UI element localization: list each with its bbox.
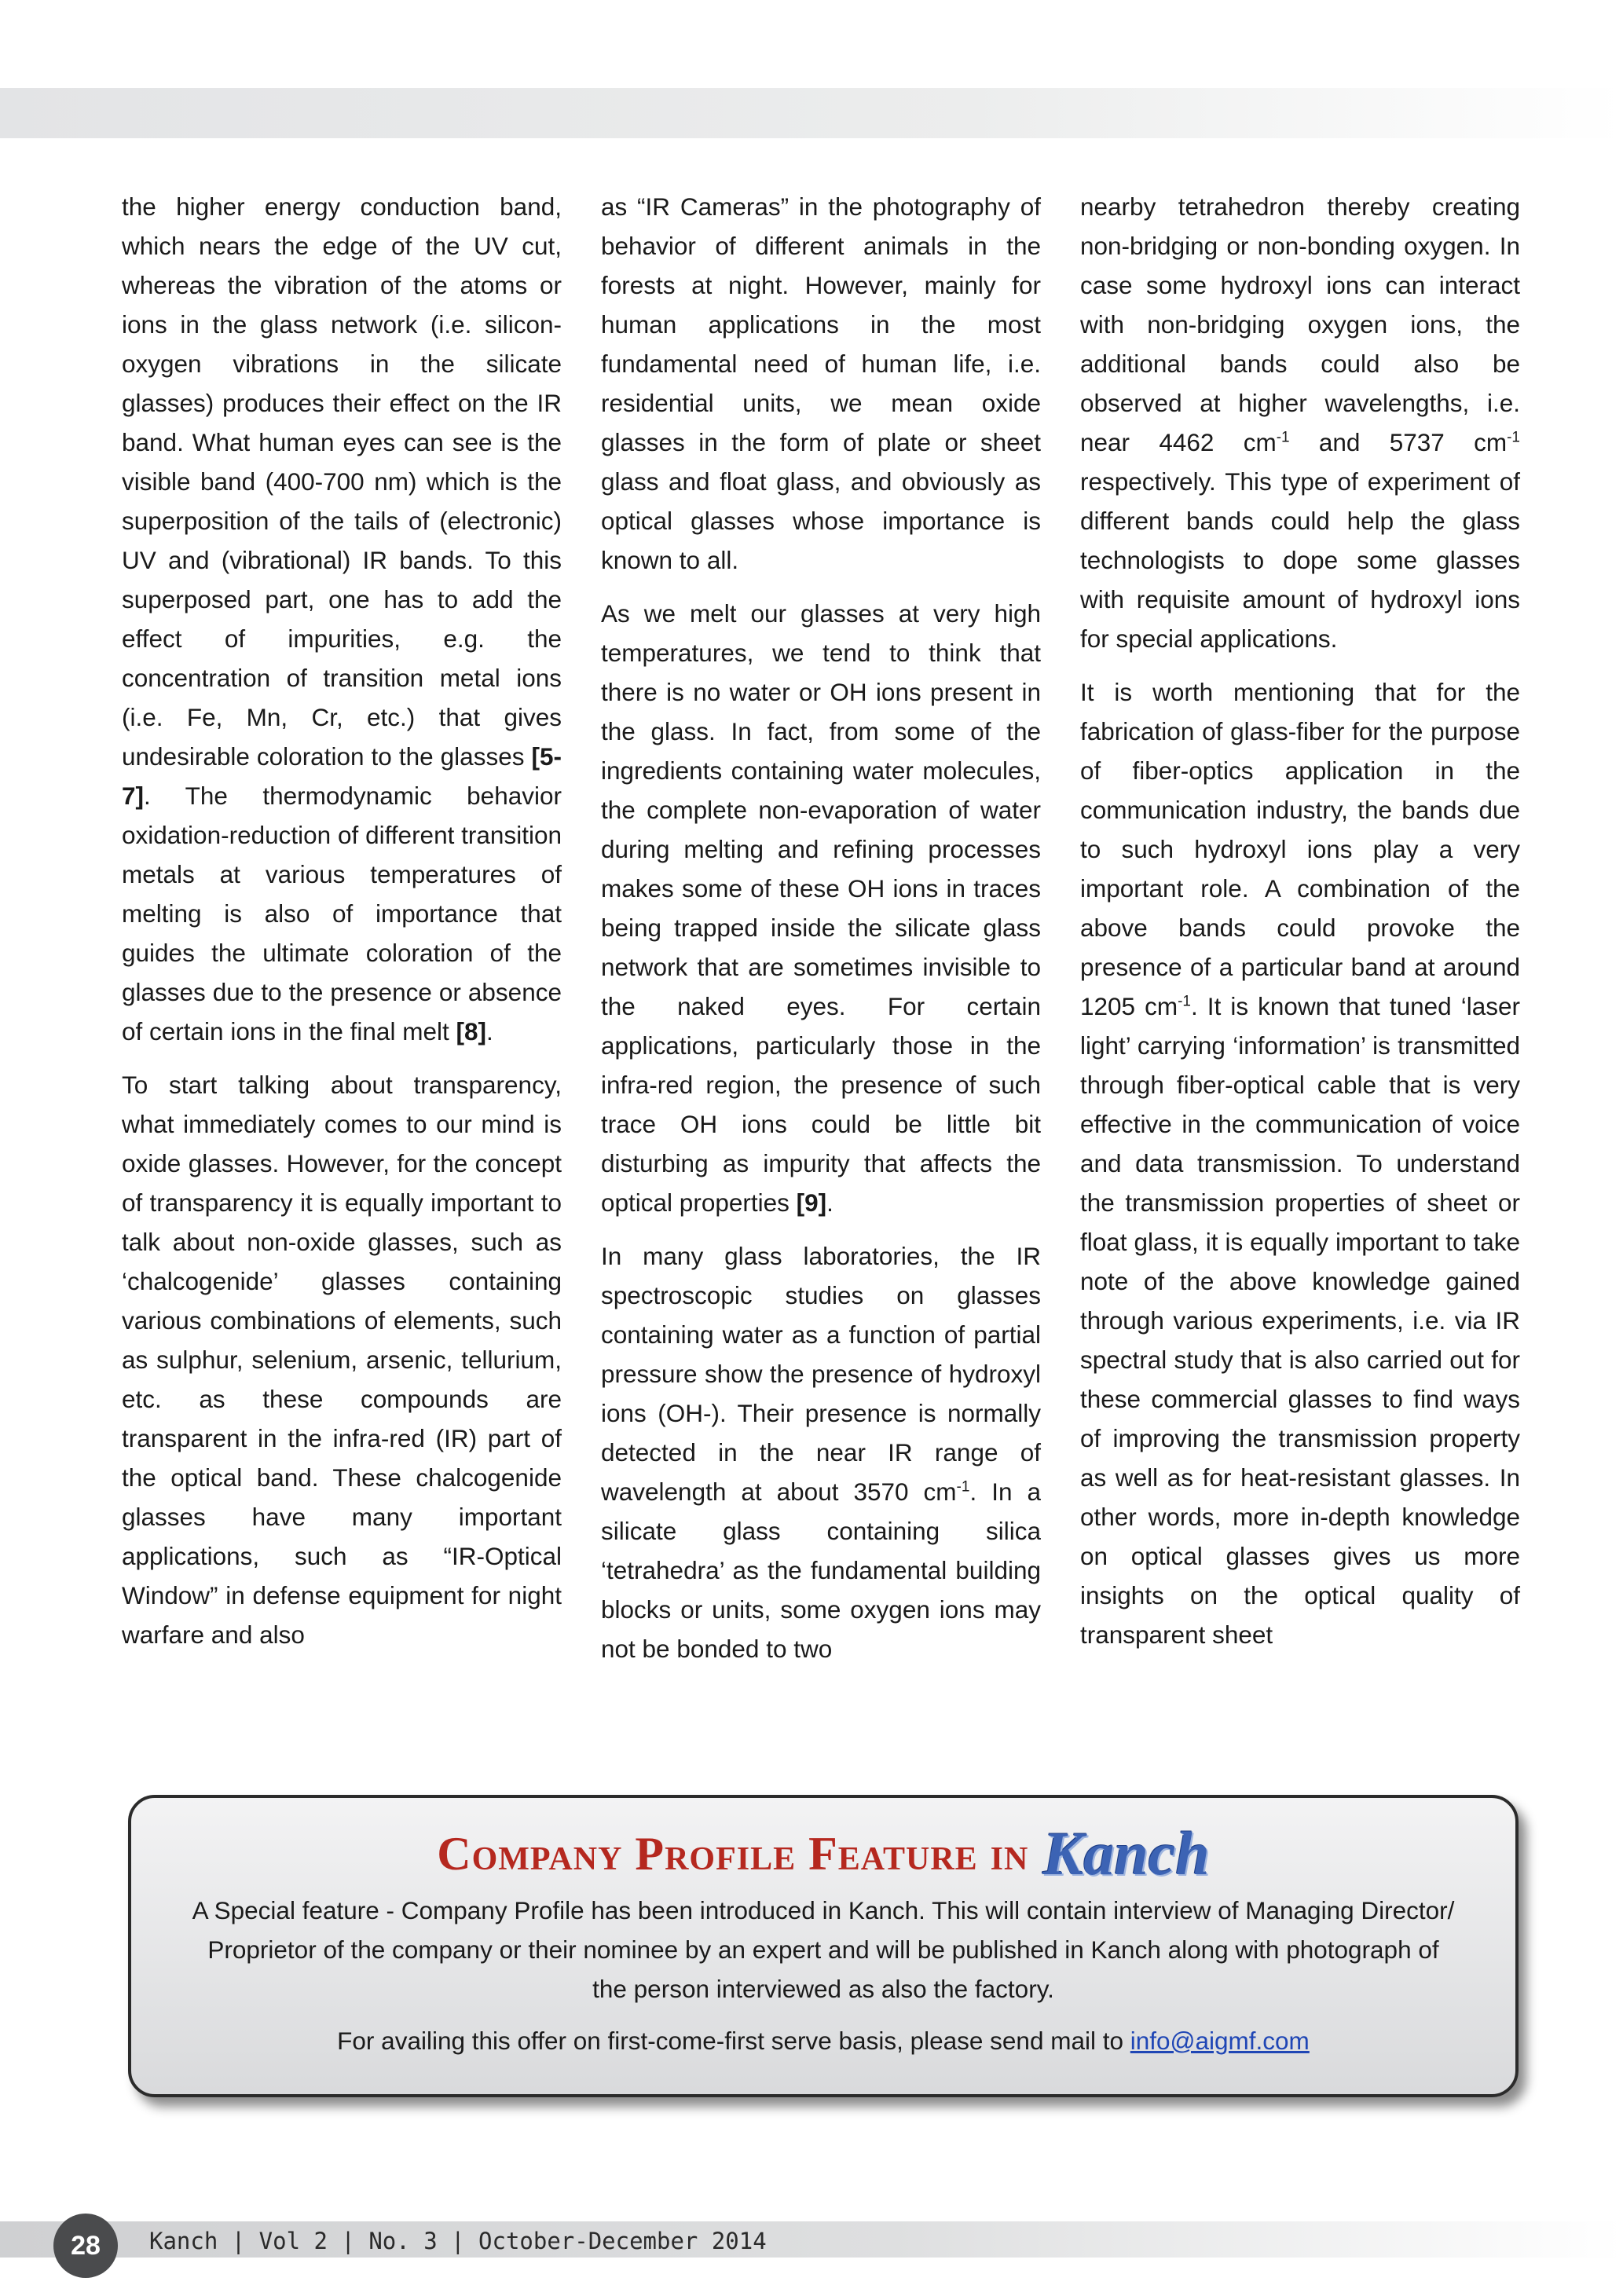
superscript: -1: [1507, 429, 1520, 446]
kanch-logo: Kanch: [1042, 1819, 1210, 1888]
superscript: -1: [1178, 993, 1192, 1010]
citation: [9]: [796, 1188, 827, 1217]
promo-offer: [131, 2021, 1515, 2060]
paragraph: the higher energy conduction band, which nears the edge of the UV cut, whereas the vibration of the atoms or ions in the glass network (i.e. silicon-oxygen vibrations in the silicate glasses) produces their effect on the IR band. What human eyes can see is the visible band (400-700 nm) which is the superposition of the tails of (electronic) UV and (vibrational) IR bands. To this superposed part, one has to add the effect of impurities, e.g. the concentration of transition metal ions (i.e. Fe, Mn, Cr, etc.) that gives undesirable coloration to the glasses [5-7]. The thermodynamic behavior oxidation-reduction of different transition metals at various temperatures of melting is also of importance that guides the ultimate coloration of the glasses due to the presence or absence of certain ions in the final melt [8].: [122, 192, 562, 1045]
paragraph: nearby tetrahedron thereby creating non-bridging or non-bonding oxygen. In case some hydroxyl ions can interact with non-bridging oxygen ions, the additional bands could also be observed at higher wavelengths, i.e. near 4462 $cm^{-1}$ and 5737 $cm^{-1}$ respectively. This type of experiment of different bands could help the glass technologists to dope some glasses with requisite amount of hydroxyl ions for special applications.: [1080, 192, 1520, 653]
superscript: -1: [1276, 429, 1290, 446]
paragraph: as “IR Cameras” in the photography of behavior of different animals in the forests at night. However, mainly for human applications in the most fundamental need of human life, i.e. residential units, we mean oxide glasses in the form of plate or sheet glass and float glass, and obviously as optical glasses whose importance is known to all.: [601, 192, 1041, 574]
header-band: [0, 88, 1623, 138]
citation: [8]: [456, 1017, 486, 1045]
footer-issue-info: Kanch | Vol 2 | No. 3 | October-December 2014: [149, 2228, 767, 2254]
paragraph: In many glass laboratories, the IR spectroscopic studies on glasses containing water as a function of partial pressure show the presence of hydroxyl ions (OH-). Their presence is normally detected in the near IR range of wavelength at about 3570 $cm^{-1}$. In a silicate glass containing silica ‘tetrahedra’ as the fundamental building blocks or units, some oxygen ions may not be bonded to two: [601, 1242, 1042, 1663]
email-link[interactable]: info@aigmf.com: [1130, 2027, 1310, 2055]
promo-description: A Special feature - Company Profile has been introduced in Kanch. This will contain interview of Managing Director/ Proprietor of the company or their nominee by an expert and will be published in Kanch along with photograph of the person interviewed as also the factory.: [192, 1896, 1455, 2003]
promo-offer-text: For availing this offer on first-come-first serve basis, please send mail to: [337, 2027, 1130, 2055]
superscript: -1: [956, 1478, 970, 1496]
article-column-3: [1080, 187, 1520, 1707]
company-profile-box: [128, 1795, 1519, 2097]
paragraph: To start talking about transparency, what immediately comes to our mind is oxide glasses. However, for the concept of transparency it is equally important to talk about non-oxide glasses, such as ‘chalcogenide’ glasses containing various combinations of elements, such as sulphur, selenium, arsenic, tellurium, etc. as these compounds are transparent in the infra-red (IR) part of the optical band. These chalcogenide glasses have many important applications, such as “IR-Optical Window” in defense equipment for night warfare and also: [122, 1071, 562, 1649]
page-number: 28: [53, 2214, 118, 2278]
article-columns: [122, 187, 1520, 1707]
paragraph: It is worth mentioning that for the fabrication of glass-fiber for the purpose of fiber-optics application in the communication industry, the bands due to such hydroxyl ions play a very important role. A combination of the above bands could provoke the presence of a particular band at around 1205 $cm^{-1}$. It is known that tuned ‘laser light’ carrying ‘information’ is transmitted through fiber-optical cable that is very effective in the communication of voice and data transmission. To understand the transmission properties of sheet or float glass, it is equally important to take note of the above knowledge gained through various experiments, i.e. via IR spectral study that is also carried out for these commercial glasses to find ways of improving the transmission property as well as for heat-resistant glasses. In other words, more in-depth knowledge on optical glasses gives us more insights on the optical quality of transparent sheet: [1080, 678, 1520, 1649]
citation: [5-7]: [122, 742, 562, 810]
paragraph: As we melt our glasses at very high temperatures, we tend to think that there is no water or OH ions present in the glass. In fact, from some of the ingredients containing water molecules, the complete non-evaporation of water during melting and refining processes makes some of these OH ions in traces being trapped inside the silicate glass network that are sometimes invisible to the naked eyes. For certain applications, particularly those in the infra-red region, the presence of such trace OH ions could be little bit disturbing as impurity that affects the optical properties [9].: [601, 599, 1041, 1217]
article-column-1: [122, 187, 562, 1707]
promo-title: Company Profile Feature in: [437, 1827, 1029, 1880]
article-column-2: [601, 187, 1041, 1707]
promo-heading: [131, 1819, 1515, 1888]
